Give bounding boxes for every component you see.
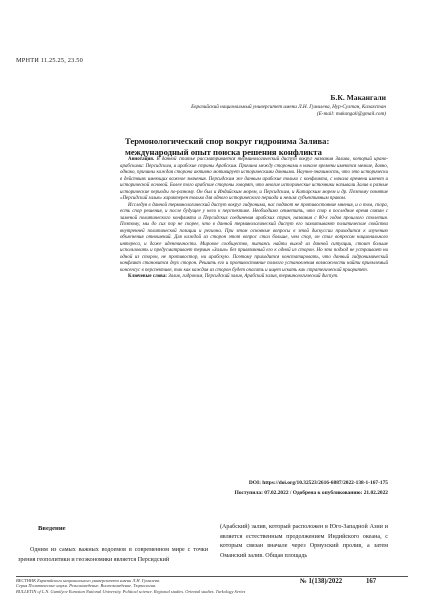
intro-heading: Введение xyxy=(38,525,66,532)
body-column-left xyxy=(18,525,208,565)
issue-number: № 1(138)/2022 xyxy=(300,578,343,585)
author-name: Б.К. Макангали xyxy=(330,93,386,102)
article-title xyxy=(125,136,387,157)
journal-line-2: Серия Политические науки. Регионоведение. Востоковедение. Тюркология. xyxy=(16,583,157,589)
keywords xyxy=(120,274,388,281)
body-paragraph-left: Одним из самых важных водоемов в современном мире с точки зрения геополитики и геоэкономики является Персидский xyxy=(18,547,208,563)
mrnti-code: МРНТИ 11.25.25, 23.50 xyxy=(16,57,83,64)
abstract-label: Аннотация. xyxy=(128,157,155,162)
author-affiliation xyxy=(126,104,386,118)
submission-dates: Поступила: 07.02.2022 / Одобрена к опубликованию: 21.02.2022 xyxy=(234,490,388,496)
abstract-text-1: В данной статье рассматривается терминологический диспут вокруг названия Залива, который ирано-арабскими: Персидским, и арабские страны Арабским. Причина между сторонами в начале времени имеются мелкие, давно, однако, причины каждая сторона активно мотивирует историческими данными. Научно-значимость, что это исторически в действиях имеющих важное значения. Персидским же данным арабские только с конфликта, с начала времени имеют и исторической основой. Более того арабские стороны говорят, что многие исторические источники называли Залив в разные исторические периоды по-разному. Он был и Индийским морем, и Персидским, и Катарским морем и др. Поэтому понятие «Персидский залив» характерен только для одного исторического периода и нельзя субъективным правом. xyxy=(120,157,389,201)
journal-line-3: BULLETIN of L.N. Gumilyov Eurasian National University. Political science. Regional studies. Oriental studies. Turkology Series xyxy=(16,588,246,594)
abstract xyxy=(120,157,388,281)
title-line-1: Термонологический спор вокруг гидронима Залива: xyxy=(125,136,330,146)
author-email: (E-mail: makangali@gmail.com) xyxy=(316,111,386,117)
journal-line-1: ВЕСТНИК Евразийского национального университета имени Л.Н. Гумилева. xyxy=(16,578,161,583)
body-column-right xyxy=(220,523,388,561)
keywords-label: Ключевые слова: xyxy=(128,274,167,279)
journal-info xyxy=(16,578,266,594)
page-number: 167 xyxy=(366,578,377,585)
affiliation-text: Евразийский национальный университет имени Л.Н. Гумилева, Нур-Султан, Казахстан xyxy=(191,104,386,110)
title-line-2: международный опыт поиска решения конфликта xyxy=(125,146,322,157)
body-paragraph-right: (Арабский) залив, который расположен в Юго-Западной Азии и является естественным продолжением Индийского океана, с которым связан вначале через Ормузский пролив, а затем Оманский залив. Общая площадь xyxy=(220,524,388,559)
footer-divider xyxy=(16,576,408,577)
abstract-paragraph-2: Исследуя в данной терминологический диспут вокруг гидронима, нас подают не противостояние мнения, и о том, спора, есть спор решения, и после будущее у него к перспективе. Необходимо отметить, что спор в последние время связан с заменой политического конфликта и Персидских соединения арабских стран, названия с 80-х годов прошлого столетия. Поэтому, мы до сих пор не скорее, что в данной терминологический диспут его захватывают политические свойства внутренней политической позиции и региона. При этом основные вопросы в этой дискуссии приходится к изучению объяснения отношений. Для каждой из сторон этот вопрос стал больше, чем спор, он стал вопросом национального интереса, и даже идентичности. Мировое сообщество, пытаясь найти выход из данной ситуации, стоит больше использовать и предусматривает термин «Залив» без привязанный его к одной из сторон. Но это подход не устраивает ни одной из сторон, не противостор, ни арабскую. Поэтому приходится констатировать, что данный гидронимический конфликт становится двух сторон. Решить его и противостояние полного установления возможности найти приемлемый консенсус в перспективе, так как каждая из сторон будет опасать и ищет искать как стратегический приоритет. xyxy=(120,202,388,273)
doi-link[interactable]: DOI: https://doi.org/10.32523/2616-6887/2022-138-1-167-175 xyxy=(248,480,388,486)
keywords-text: Залив, гидроним, Персидский залив, Арабский залив, терминологический диспут. xyxy=(168,274,339,279)
abstract-paragraph-1 xyxy=(120,157,388,203)
